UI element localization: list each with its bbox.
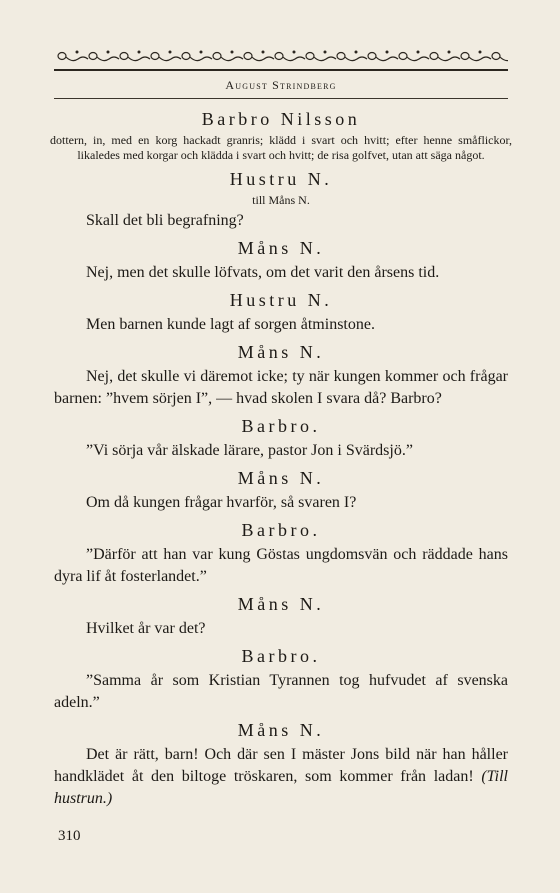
page-number: 310 (58, 828, 81, 844)
running-head: August Strindberg (225, 78, 337, 92)
speaker-name (54, 718, 508, 742)
speaker-name (54, 414, 508, 438)
decorative-border-ornament (54, 46, 508, 76)
speaker-text: Barbro. (241, 520, 321, 540)
speaker-name (54, 107, 508, 131)
dialogue-line (54, 670, 508, 714)
dialogue-line (54, 262, 508, 284)
line-text: ”Samma år som Kristian Tyrannen tog hufvudet af svenska adeln.” (54, 672, 508, 711)
direction-text: dottern, in, med en korg hackadt granris; klädd i svart och hvitt; efter henne småflickor, likaledes med korgar och klädda i svart och hvitt; de risa golfvet, utan att säga något. (50, 133, 512, 162)
speaker-text: Barbro Nilsson (201, 109, 361, 129)
line-text: ”Vi sörja vår älskade lärare, pastor Jon i Svärdsjö.” (86, 442, 413, 459)
speaker-text: Måns N. (237, 720, 325, 740)
stage-direction-inline: (Till hustrun.) (54, 768, 508, 807)
dialogue-line (54, 544, 508, 588)
speaker-name (54, 518, 508, 542)
speaker-name (54, 167, 508, 191)
book-page (50, 46, 512, 813)
speaker-name (54, 592, 508, 616)
stage-direction (50, 193, 512, 208)
speaker-text: Måns N. (237, 238, 325, 258)
speaker-name (54, 466, 508, 490)
dialogue-line (54, 366, 508, 410)
speaker-text: Hustru N. (229, 290, 333, 310)
speaker-name (54, 236, 508, 260)
line-text: Skall det bli begrafning? (86, 212, 244, 229)
direction-text: till Måns N. (252, 193, 310, 207)
speaker-name (54, 288, 508, 312)
line-text: Om då kungen frågar hvarför, så svaren I? (86, 494, 357, 511)
dialogue-line (54, 210, 508, 232)
speaker-text: Måns N. (237, 468, 325, 488)
speaker-name (54, 340, 508, 364)
line-text: Nej, men det skulle löfvats, om det varit den årsens tid. (86, 264, 440, 281)
dialogue-line (54, 314, 508, 336)
line-text: Men barnen kunde lagt af sorgen åtminstone. (86, 316, 375, 333)
speaker-name (54, 644, 508, 668)
speaker-text: Hustru N. (229, 169, 333, 189)
dialogue-line (54, 492, 508, 514)
line-text: Det är rätt, barn! Och där sen I mäster Jons bild när han håller handklädet åt den biltoge tröskaren, som kommer från ladan! (54, 746, 508, 785)
line-text: ”Därför att han var kung Göstas ungdomsvän och räddade hans dyra lif åt fosterlandet.” (54, 546, 508, 585)
speaker-text: Måns N. (237, 342, 325, 362)
stage-direction (50, 133, 512, 163)
speaker-text: Barbro. (241, 646, 321, 666)
line-text: Hvilket år var det? (86, 620, 206, 637)
dialogue-line (54, 744, 508, 810)
speaker-text: Måns N. (237, 594, 325, 614)
ornament-vine-icon (54, 46, 508, 76)
line-text: Nej, det skulle vi däremot icke; ty när kungen kommer och frågar barnen: ”hvem sörjen I”, — hvad skolen I svara då? Barbro? (54, 368, 508, 407)
dialogue-line (54, 618, 508, 640)
play-text (50, 107, 512, 810)
header-rule (54, 98, 508, 99)
dialogue-line (54, 440, 508, 462)
speaker-text: Barbro. (241, 416, 321, 436)
